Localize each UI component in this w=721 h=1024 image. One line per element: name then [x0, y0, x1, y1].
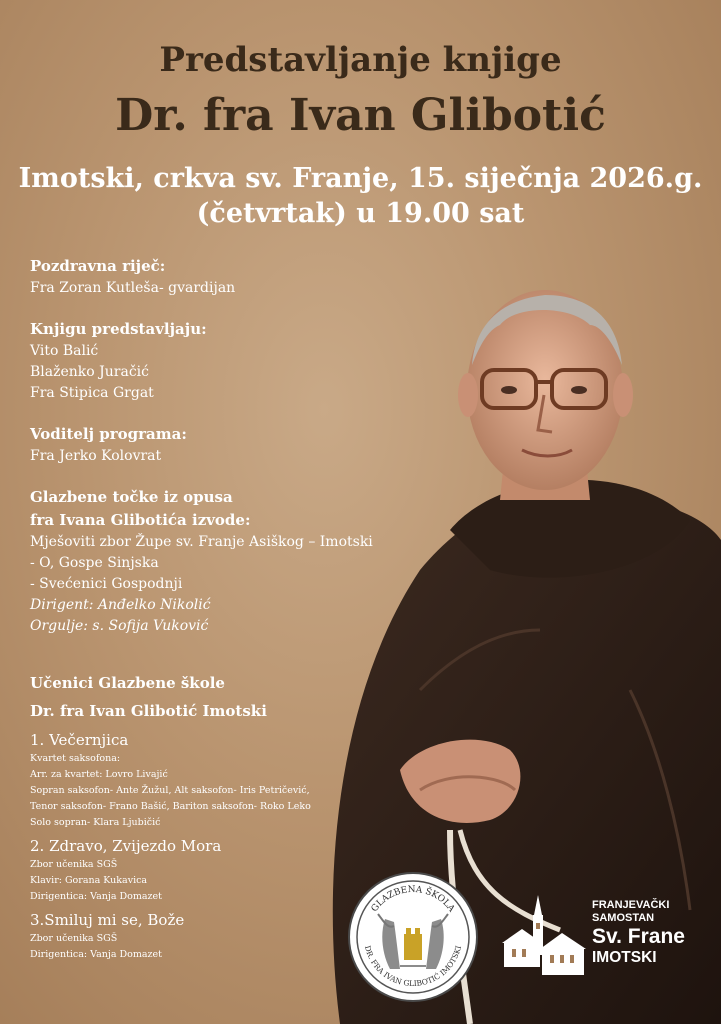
date-line-1: Imotski, crkva sv. Franje, 15. siječnja 2026.g. — [18, 163, 703, 194]
date-line-2: (četvrtak) u 19.00 sat — [196, 198, 525, 229]
seal-emblem-icon — [350, 874, 476, 1000]
host-heading: Voditelj programa: — [30, 425, 187, 443]
title-line-1: Predstavljanje knjige — [159, 40, 562, 80]
piece-detail: Zbor učenika SGŠ — [30, 859, 118, 870]
music-conductor: Dirigent: Anđelko Nikolić — [30, 597, 211, 613]
piece-title: 3.Smiluj mi se, Bože — [30, 911, 185, 929]
piece-detail: Sopran saksofon- Ante Žužul, Alt saksofon- Iris Petričević, — [30, 785, 310, 796]
host-section — [30, 423, 410, 467]
students-heading-2: Dr. fra Ivan Glibotić Imotski — [30, 702, 267, 720]
music-song: - O, Gospe Sinjska — [30, 555, 159, 571]
piece-title: 1. Večernjica — [30, 731, 129, 749]
monastery-line-4: IMOTSKI — [592, 949, 657, 966]
students-heading-1: Učenici Glazbene škole — [30, 674, 225, 692]
welcome-heading: Pozdravna riječ: — [30, 257, 166, 275]
piece-detail: Zbor učenika SGŠ — [30, 933, 118, 944]
piece-detail: Arr. za kvartet: Lovro Livajić — [30, 769, 168, 780]
music-organ: Orgulje: s. Sofija Vuković — [30, 618, 209, 634]
monastery-line-1: FRANJEVAČKI — [592, 899, 670, 911]
music-heading-1: Glazbene točke iz opusa — [30, 488, 233, 506]
seal-bottom-text: DR. FRA IVAN GLIBOTIĆ IMOTSKI — [362, 944, 464, 989]
piece-detail: Tenor saksofon- Frano Bašić, Bariton saksofon- Roko Leko — [30, 801, 311, 812]
music-performer: Mješoviti zbor Župe sv. Franje Asiškog – Imotski — [30, 534, 373, 550]
piece-title: 2. Zdravo, Zvijezdo Mora — [30, 837, 222, 855]
monastery-line-3: Sv. Frane — [592, 925, 685, 948]
music-heading-2: fra Ivana Glibotića izvode: — [30, 511, 251, 529]
presenter: Fra Stipica Grgat — [30, 385, 154, 401]
welcome-speaker: Fra Zoran Kutleša- gvardijan — [30, 280, 236, 296]
music-song: - Svećenici Gospodnji — [30, 576, 183, 592]
program-text — [30, 255, 410, 963]
music-section — [30, 486, 410, 637]
host-name: Fra Jerko Kolovrat — [30, 448, 162, 464]
title-line-2: Dr. fra Ivan Glibotić — [115, 90, 606, 141]
monastery-line-2: SAMOSTAN — [592, 912, 655, 924]
seal-top-text: GLAZBENA ŠKOLA — [369, 884, 457, 915]
piece-detail: Kvartet saksofona: — [30, 753, 121, 764]
monastery-logo-text — [592, 899, 685, 967]
presenters-heading: Knjigu predstavljaju: — [30, 320, 207, 338]
piece-detail: Dirigentica: Vanja Domazet — [30, 949, 162, 960]
presenter: Vito Balić — [30, 343, 99, 359]
music-school-seal — [348, 872, 478, 1002]
presenters-section — [30, 318, 410, 404]
welcome-section — [30, 255, 410, 299]
presenter: Blaženko Juračić — [30, 364, 149, 380]
piece-detail: Solo sopran- Klara Ljubičić — [30, 817, 161, 828]
piece-detail: Klavir: Gorana Kukavica — [30, 875, 148, 886]
piece-detail: Dirigentica: Vanja Domazet — [30, 891, 162, 902]
monastery-church-icon — [500, 893, 588, 977]
